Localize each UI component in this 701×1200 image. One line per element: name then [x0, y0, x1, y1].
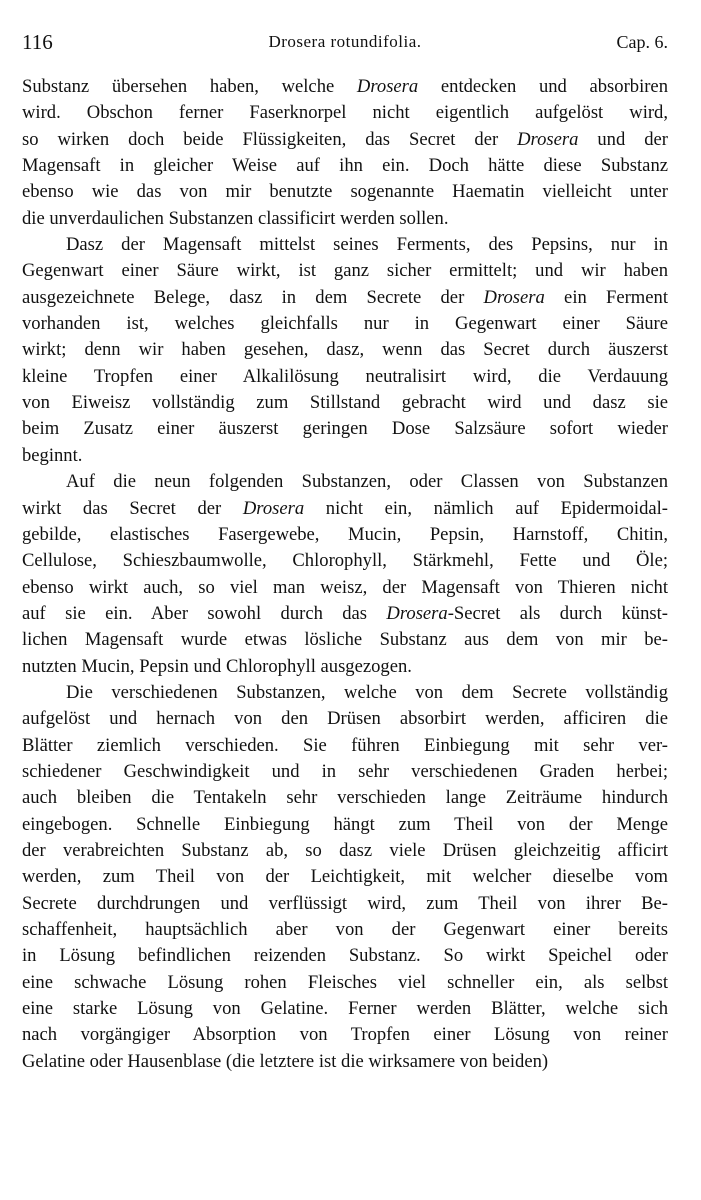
text-line — [22, 100, 668, 126]
text-line — [22, 179, 668, 205]
text-line — [22, 337, 668, 363]
text-line — [22, 258, 668, 284]
text-run: Substanz übersehen haben, welche — [22, 76, 357, 97]
text-run: beim Zusatz einer äuszerst geringen Dose Salzsäure sofort wieder — [22, 418, 668, 440]
text-run: kleine Tropfen einer Alkalilösung neutralisirt wird, die Verdauung — [22, 365, 668, 387]
text-line — [22, 206, 668, 232]
text-run: werden, zum Theil von der Leichtigkeit, mit welcher dieselbe vom — [22, 866, 668, 888]
text-run: gebilde, elastisches Fasergewebe, Mucin, Pepsin, Harnstoff, Chitin, — [22, 523, 668, 545]
italic-term: Drosera — [386, 602, 448, 624]
text-line — [22, 74, 668, 100]
text-line — [22, 733, 668, 759]
text-run: beginnt. — [22, 444, 83, 466]
paragraph — [22, 232, 668, 469]
text-line — [22, 285, 668, 311]
text-run: nicht ein, nämlich auf Epidermoidal- — [304, 497, 668, 519]
text-line — [22, 311, 668, 337]
text-run: ausgezeichnete Belege, dasz in dem Secrete der — [22, 286, 484, 308]
text-line — [22, 522, 668, 548]
text-line — [22, 917, 668, 943]
text-run: eine schwache Lösung rohen Fleisches viel schneller ein, als selbst — [22, 971, 668, 993]
italic-term: Drosera — [356, 76, 419, 97]
text-run: wirkt; denn wir haben gesehen, dasz, wenn das Secret durch äuszerst — [22, 339, 668, 361]
text-run: schiedener Geschwindigkeit und in sehr verschiedenen Graden herbei; — [22, 760, 668, 782]
text-run: Secrete durchdrungen und verflüssigt wird, zum Theil von ihrer Be- — [22, 892, 668, 914]
text-line — [22, 232, 668, 258]
text-line — [22, 706, 668, 732]
italic-term: Drosera — [517, 128, 579, 150]
text-run: lichen Magensaft wurde etwas lösliche Substanz aus dem von mir be- — [22, 629, 668, 651]
text-run: ebenso wirkt auch, so viel man weisz, der Magensaft von Thieren nicht — [22, 576, 668, 598]
text-run: Gelatine oder Hausenblase (die letztere ist die wirksamere von beiden) — [22, 1050, 549, 1072]
text-line — [22, 496, 668, 522]
text-line — [22, 970, 668, 996]
text-run: auf sie ein. Aber sowohl durch das — [22, 602, 387, 624]
text-line — [22, 838, 668, 864]
text-run: ebenso wie das von mir benutzte sogenannte Haematin vielleicht unter — [22, 181, 668, 203]
text-run: Blätter ziemlich verschieden. Sie führen Einbiegung mit sehr ver- — [22, 734, 668, 756]
text-line — [22, 390, 668, 416]
text-run: nutzten Mucin, Pepsin und Chlorophyll ausgezogen. — [22, 655, 412, 677]
text-run: auch bleiben die Tentakeln sehr verschieden lange Zeiträume hindurch — [22, 787, 668, 809]
text-run: in Lösung befindlichen reizenden Substanz. So wirkt Speichel oder — [22, 945, 668, 967]
text-run: ein Ferment — [544, 286, 668, 308]
body-text — [22, 74, 668, 1075]
text-line — [22, 943, 668, 969]
text-line — [22, 601, 668, 627]
text-line — [22, 575, 668, 601]
text-run: Magensaft in gleicher Weise auf ihn ein. Doch hätte diese Substanz — [22, 155, 668, 177]
running-header — [22, 30, 668, 60]
italic-term: Drosera — [483, 286, 545, 308]
text-line — [22, 759, 668, 785]
chapter-label: Cap. 6. — [616, 32, 668, 52]
text-line — [22, 153, 668, 179]
text-run: und der — [578, 128, 668, 150]
text-run: von Eiweisz vollständig zum Stillstand gebracht wird und dasz sie — [22, 392, 668, 414]
text-line — [22, 1049, 668, 1075]
italic-term: Drosera — [242, 497, 305, 519]
text-line — [22, 996, 668, 1022]
running-title: Drosera rotundifolia. — [268, 32, 422, 51]
text-line — [22, 864, 668, 890]
text-line — [22, 416, 668, 442]
text-line — [22, 891, 668, 917]
text-run: entdecken und absorbiren — [418, 76, 668, 97]
text-line — [22, 364, 668, 390]
paragraph — [22, 469, 668, 680]
text-run: so wirken doch beide Flüssigkeiten, das Secret der — [22, 128, 518, 150]
text-run: vorhanden ist, welches gleichfalls nur in Gegenwart einer Säure — [22, 313, 668, 335]
text-run: Die verschiedenen Substanzen, welche von dem Secrete vollständig — [66, 681, 668, 703]
text-run: der verabreichten Substanz ab, so dasz viele Drüsen gleichzeitig afficirt — [22, 839, 668, 861]
page-number: 116 — [22, 30, 53, 54]
text-run: die unverdaulichen Substanzen classificirt werden sollen. — [22, 207, 449, 229]
text-line — [22, 127, 668, 153]
paragraph — [22, 680, 668, 1075]
text-run: eine starke Lösung von Gelatine. Ferner werden Blätter, welche sich — [22, 998, 668, 1020]
text-line — [22, 443, 668, 469]
text-line — [22, 548, 668, 574]
text-run: Dasz der Magensaft mittelst seines Ferments, des Pepsins, nur in — [66, 234, 668, 256]
text-run: aufgelöst und hernach von den Drüsen absorbirt werden, afficiren die — [22, 708, 668, 730]
text-run: Gegenwart einer Säure wirkt, ist ganz sicher ermittelt; und wir haben — [22, 260, 668, 282]
text-line — [22, 785, 668, 811]
text-run: Cellulose, Schieszbaumwolle, Chlorophyll, Stärkmehl, Fette und Öle; — [22, 550, 668, 572]
text-line — [22, 654, 668, 680]
text-run: wirkt das Secret der — [22, 497, 243, 519]
text-line — [22, 812, 668, 838]
text-run: schaffenheit, hauptsächlich aber von der Gegenwart einer bereits — [22, 919, 668, 940]
text-line — [22, 627, 668, 653]
text-run: -Secret als durch künst- — [447, 602, 668, 624]
text-line — [22, 469, 668, 495]
text-run: wird. Obschon ferner Faserknorpel nicht eigentlich aufgelöst wird, — [22, 102, 668, 124]
text-run: nach vorgängiger Absorption von Tropfen einer Lösung von reiner — [22, 1024, 668, 1046]
text-run: eingebogen. Schnelle Einbiegung hängt zum Theil von der Menge — [22, 813, 668, 835]
text-line — [22, 680, 668, 706]
text-line — [22, 1022, 668, 1048]
text-run: Auf die neun folgenden Substanzen, oder Classen von Substanzen — [66, 471, 668, 493]
paragraph — [22, 74, 668, 232]
